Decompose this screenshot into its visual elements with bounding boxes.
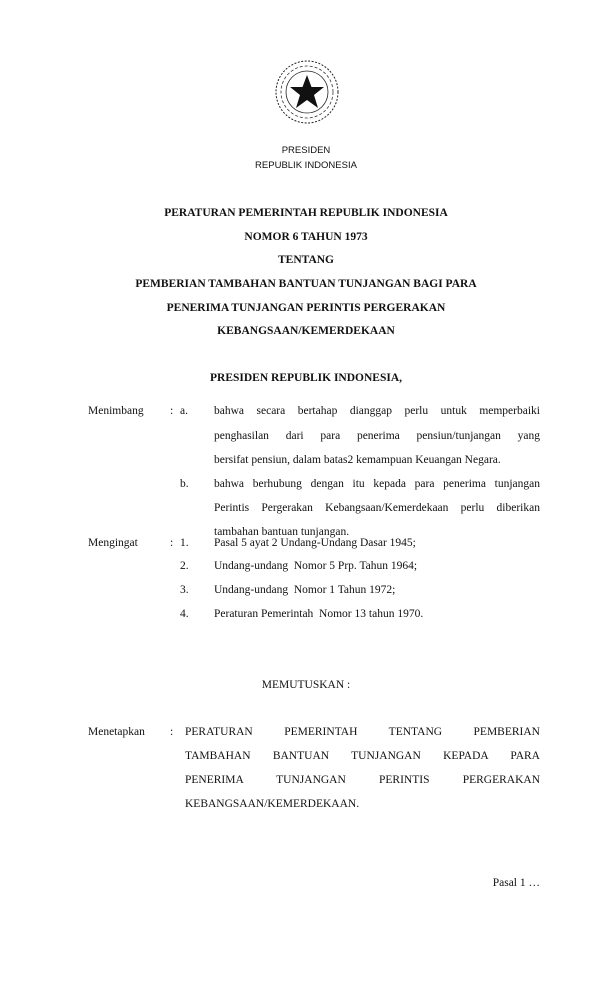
title-line: PEMBERIAN TAMBAHAN BANTUAN TUNJANGAN BAGI PARA bbox=[135, 278, 477, 290]
menimbang-label: Menimbang bbox=[88, 405, 144, 417]
menetapkan-line: KEBANGSAAN/KEMERDEKAAN. bbox=[185, 798, 360, 810]
item-marker: b. bbox=[180, 478, 189, 490]
menimbang-line: bahwa berhubung dengan itu kepada para penerima tunjangan bbox=[214, 478, 540, 490]
menimbang-line: bersifat pensiun, dalam batas2 kemampuan Keuangan Negara. bbox=[214, 454, 501, 466]
president-line: PRESIDEN REPUBLIK INDONESIA, bbox=[209, 372, 403, 384]
mengingat-item: Pasal 5 ayat 2 Undang-Undang Dasar 1945; bbox=[214, 537, 416, 549]
menetapkan-label: Menetapkan bbox=[88, 726, 145, 738]
title-line: KEBANGSAAN/KEMERDEKAAN bbox=[217, 325, 395, 337]
colon: : bbox=[170, 405, 174, 417]
item-marker: 2. bbox=[180, 560, 189, 572]
menetapkan-line: PERATURAN PEMERINTAH TENTANG PEMBERIAN bbox=[185, 726, 540, 738]
colon: : bbox=[170, 537, 174, 549]
menetapkan-line: TAMBAHAN BANTUAN TUNJANGAN KEPADA PARA bbox=[185, 750, 540, 762]
continuation-note: Pasal 1 … bbox=[492, 877, 540, 889]
memutuskan-heading: MEMUTUSKAN : bbox=[261, 679, 351, 691]
title-line: PERATURAN PEMERINTAH REPUBLIK INDONESIA bbox=[164, 207, 448, 219]
item-marker: 3. bbox=[180, 584, 189, 596]
menimbang-line: penghasilan dari para penerima pensiun/tunjangan yang bbox=[214, 430, 540, 442]
mengingat-item: Undang-undang Nomor 5 Prp. Tahun 1964; bbox=[214, 560, 418, 572]
emblem bbox=[272, 56, 342, 128]
title-line: PENERIMA TUNJANGAN PERINTIS PERGERAKAN bbox=[166, 302, 446, 314]
mengingat-item: Peraturan Pemerintah Nomor 13 tahun 1970. bbox=[214, 608, 424, 620]
header-line1: PRESIDEN bbox=[281, 145, 331, 156]
colon: : bbox=[170, 726, 174, 738]
menetapkan-line: PENERIMA TUNJANGAN PERINTIS PERGERAKAN bbox=[185, 774, 540, 786]
title-line: NOMOR 6 TAHUN 1973 bbox=[244, 231, 368, 243]
menimbang-line: bahwa secara bertahap dianggap perlu untuk memperbaiki bbox=[214, 405, 540, 417]
item-marker: 1. bbox=[180, 537, 189, 549]
header-line2: REPUBLIK INDONESIA bbox=[255, 160, 357, 171]
mengingat-item: Undang-undang Nomor 1 Tahun 1972; bbox=[214, 584, 396, 596]
star-seal-icon bbox=[272, 56, 342, 128]
menimbang-line: tambahan bantuan tunjangan. bbox=[214, 526, 350, 538]
mengingat-label: Mengingat bbox=[88, 537, 138, 549]
title-line: TENTANG bbox=[277, 254, 335, 266]
item-marker: 4. bbox=[180, 608, 189, 620]
item-marker: a. bbox=[180, 405, 188, 417]
menimbang-line: Perintis Pergerakan Kebangsaan/Kemerdekaan perlu diberikan bbox=[214, 502, 540, 514]
